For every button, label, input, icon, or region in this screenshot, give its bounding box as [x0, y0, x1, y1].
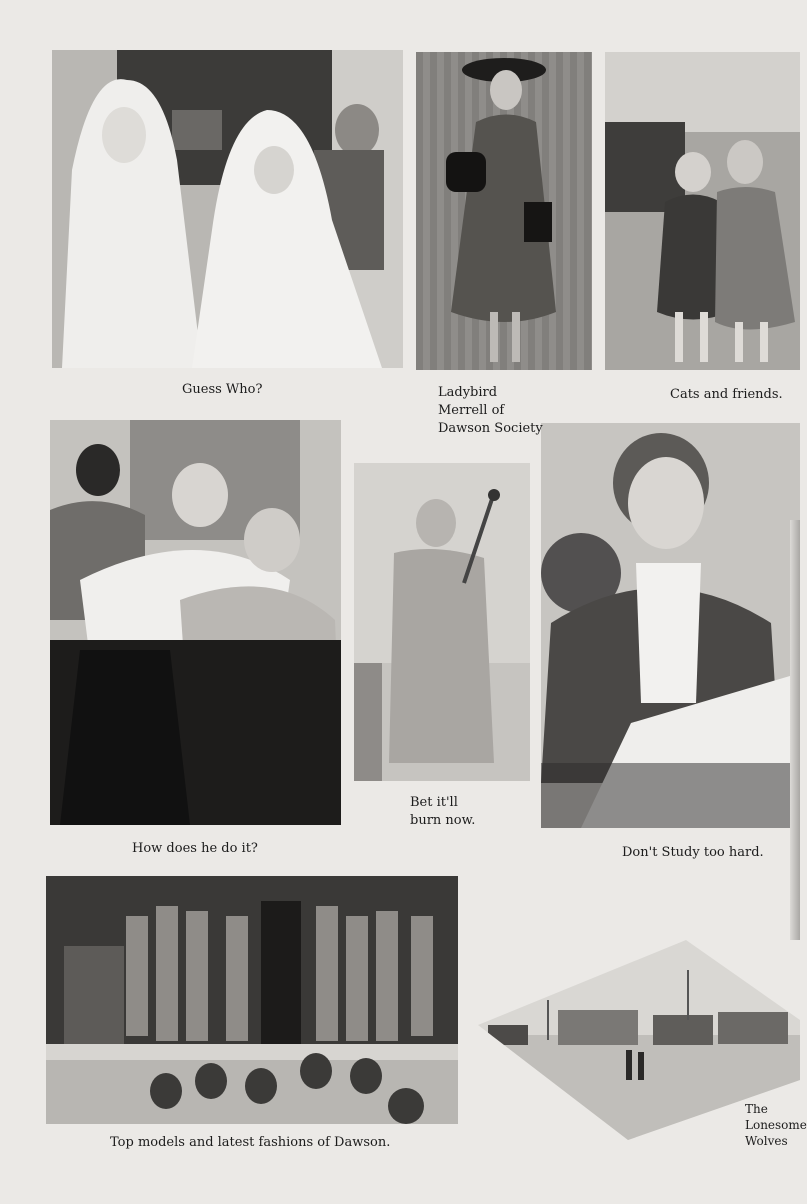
- caption-lonesome-line1: The: [745, 1102, 768, 1116]
- photo-guess-who: [52, 50, 403, 368]
- caption-top-models: Top models and latest fashions of Dawson.: [110, 1135, 391, 1150]
- caption-lonesome-line2: Lonesome: [745, 1118, 807, 1132]
- photo-cats-and-friends: [605, 52, 800, 370]
- caption-lonesome-wolves: [745, 1101, 807, 1149]
- caption-cats: Cats and friends.: [670, 387, 783, 402]
- photo-bet-itll-burn-now: [354, 463, 530, 781]
- caption-bet: [410, 794, 475, 830]
- caption-bet-line2: burn now.: [410, 813, 476, 828]
- caption-ladybird-line1: Ladybird: [438, 385, 498, 400]
- caption-guess-who: Guess Who?: [182, 382, 263, 397]
- caption-lonesome-line3: Wolves: [745, 1134, 788, 1148]
- photo-how-does-he-do-it: [50, 420, 341, 825]
- caption-how-does: How does he do it?: [132, 841, 258, 856]
- caption-dont-study: Don't Study too hard.: [622, 845, 764, 860]
- photo-top-models: [46, 876, 458, 1124]
- caption-ladybird: [438, 384, 543, 438]
- page-binding-edge: [790, 520, 800, 940]
- caption-ladybird-line2: Merrell of: [438, 403, 505, 418]
- caption-ladybird-line3: Dawson Society: [438, 421, 543, 436]
- caption-bet-line1: Bet it'll: [410, 795, 458, 810]
- photo-ladybird: [416, 52, 592, 370]
- photo-dont-study-too-hard: [541, 423, 800, 828]
